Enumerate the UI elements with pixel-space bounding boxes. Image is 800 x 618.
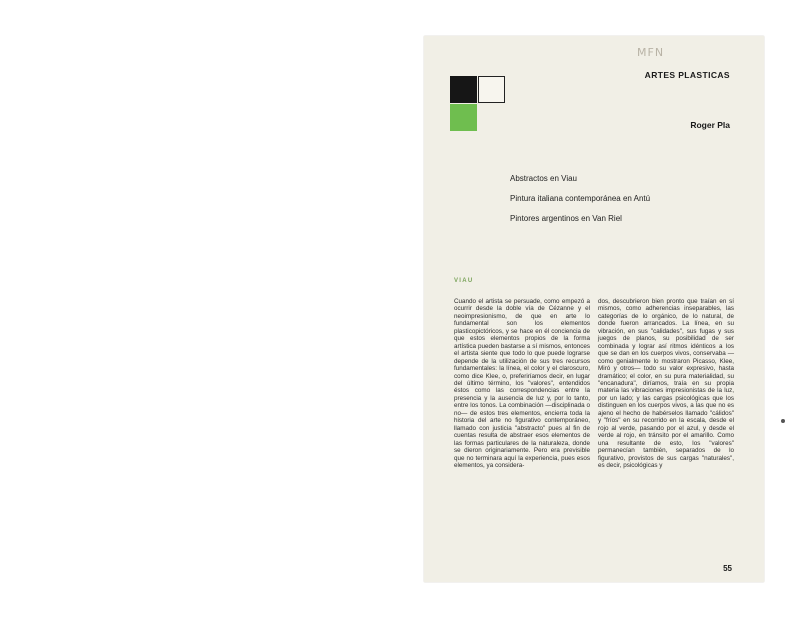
green-square-ornament [450,104,477,131]
contents-item: Abstractos en Viau [510,174,578,183]
magazine-page [424,36,764,582]
author-name: Roger Pla [690,120,730,130]
contents-item: Pintura italiana contemporánea en Antú [510,194,651,203]
black-square-ornament [450,76,477,103]
contents-list [510,174,650,234]
scan-dot [781,419,785,423]
handwritten-note: MFN [637,46,665,59]
page-number: 55 [723,564,732,573]
body-column-right: dos, descubrieron bien pronto que traían en sí mismos, como adherencias inseparables, las categorías de lo orgánico, de lo natural, de donde fueron arrancados. La línea, en su vibración, en sus "calidades", sus fugas y sus juegos de planos, su posibilidad de ser combinada y lograr así ritmos idénticos a los que se dan en los cuerpos vivos, conservaba —como genialmente lo mostraron Picasso, Klee, Miró y otros— todo su valor expresivo, hasta dramático; el color, en su pura materialidad, su "encanadura", diríamos, traía en su propia materia las vibraciones impresionistas de la luz, por un lado; y las cargas psicológicas que los distinguen en los cuerpos vivos, a las que no es ajeno el hecho de habérselos llamado "cálidos" y "fríos" en su recorrido en la escala, desde el rojo al verde, pasando por el azul, y desde el verde al rojo, en tránsito por el amarillo. Como una resultante de esto, los "valores" permanecían también, separados de lo figurativo, provistos de sus cargas "naturales", es decir, psicológicas y [598,298,734,469]
subsection-label: VIAU [454,278,474,284]
section-title: ARTES PLASTICAS [644,70,730,80]
body-column-left: Cuando el artista se persuade, como empezó a ocurrir desde la doble vía de Cézanne y el neoimpresionismo, de que en arte lo fundamental son los elementos plasticopictóricos, y se hace en él conciencia de que estos elementos propios de la forma artística pueden bastarse a sí mismos, entonces el artista siente que todo lo que puede lograrse depende de la utilización de sus tres recursos fundamentales: la línea, el color y el claroscuro, como dice Klee, o, preferiríamos decir, en lugar del último término, los "valores", entendidos éstos como las correspondencias entre la presencia y la ausencia de luz y, por lo tanto, entre los tonos. La combinación —disciplinada o no— de estos tres elementos, encierra toda la historia del arte no figurativo contemporáneo, llamado con justicia "abstracto" pues al fin de cuentas resulta de abstraer esos elementos de las formas particulares de la naturaleza, donde se dieron originariamente. Pero era previsible que no terminara aquí la experiencia, pues esos elementos, ya considera- [454,298,590,469]
white-square-ornament [478,76,505,103]
contents-item: Pintores argentinos en Van Riel [510,214,622,223]
